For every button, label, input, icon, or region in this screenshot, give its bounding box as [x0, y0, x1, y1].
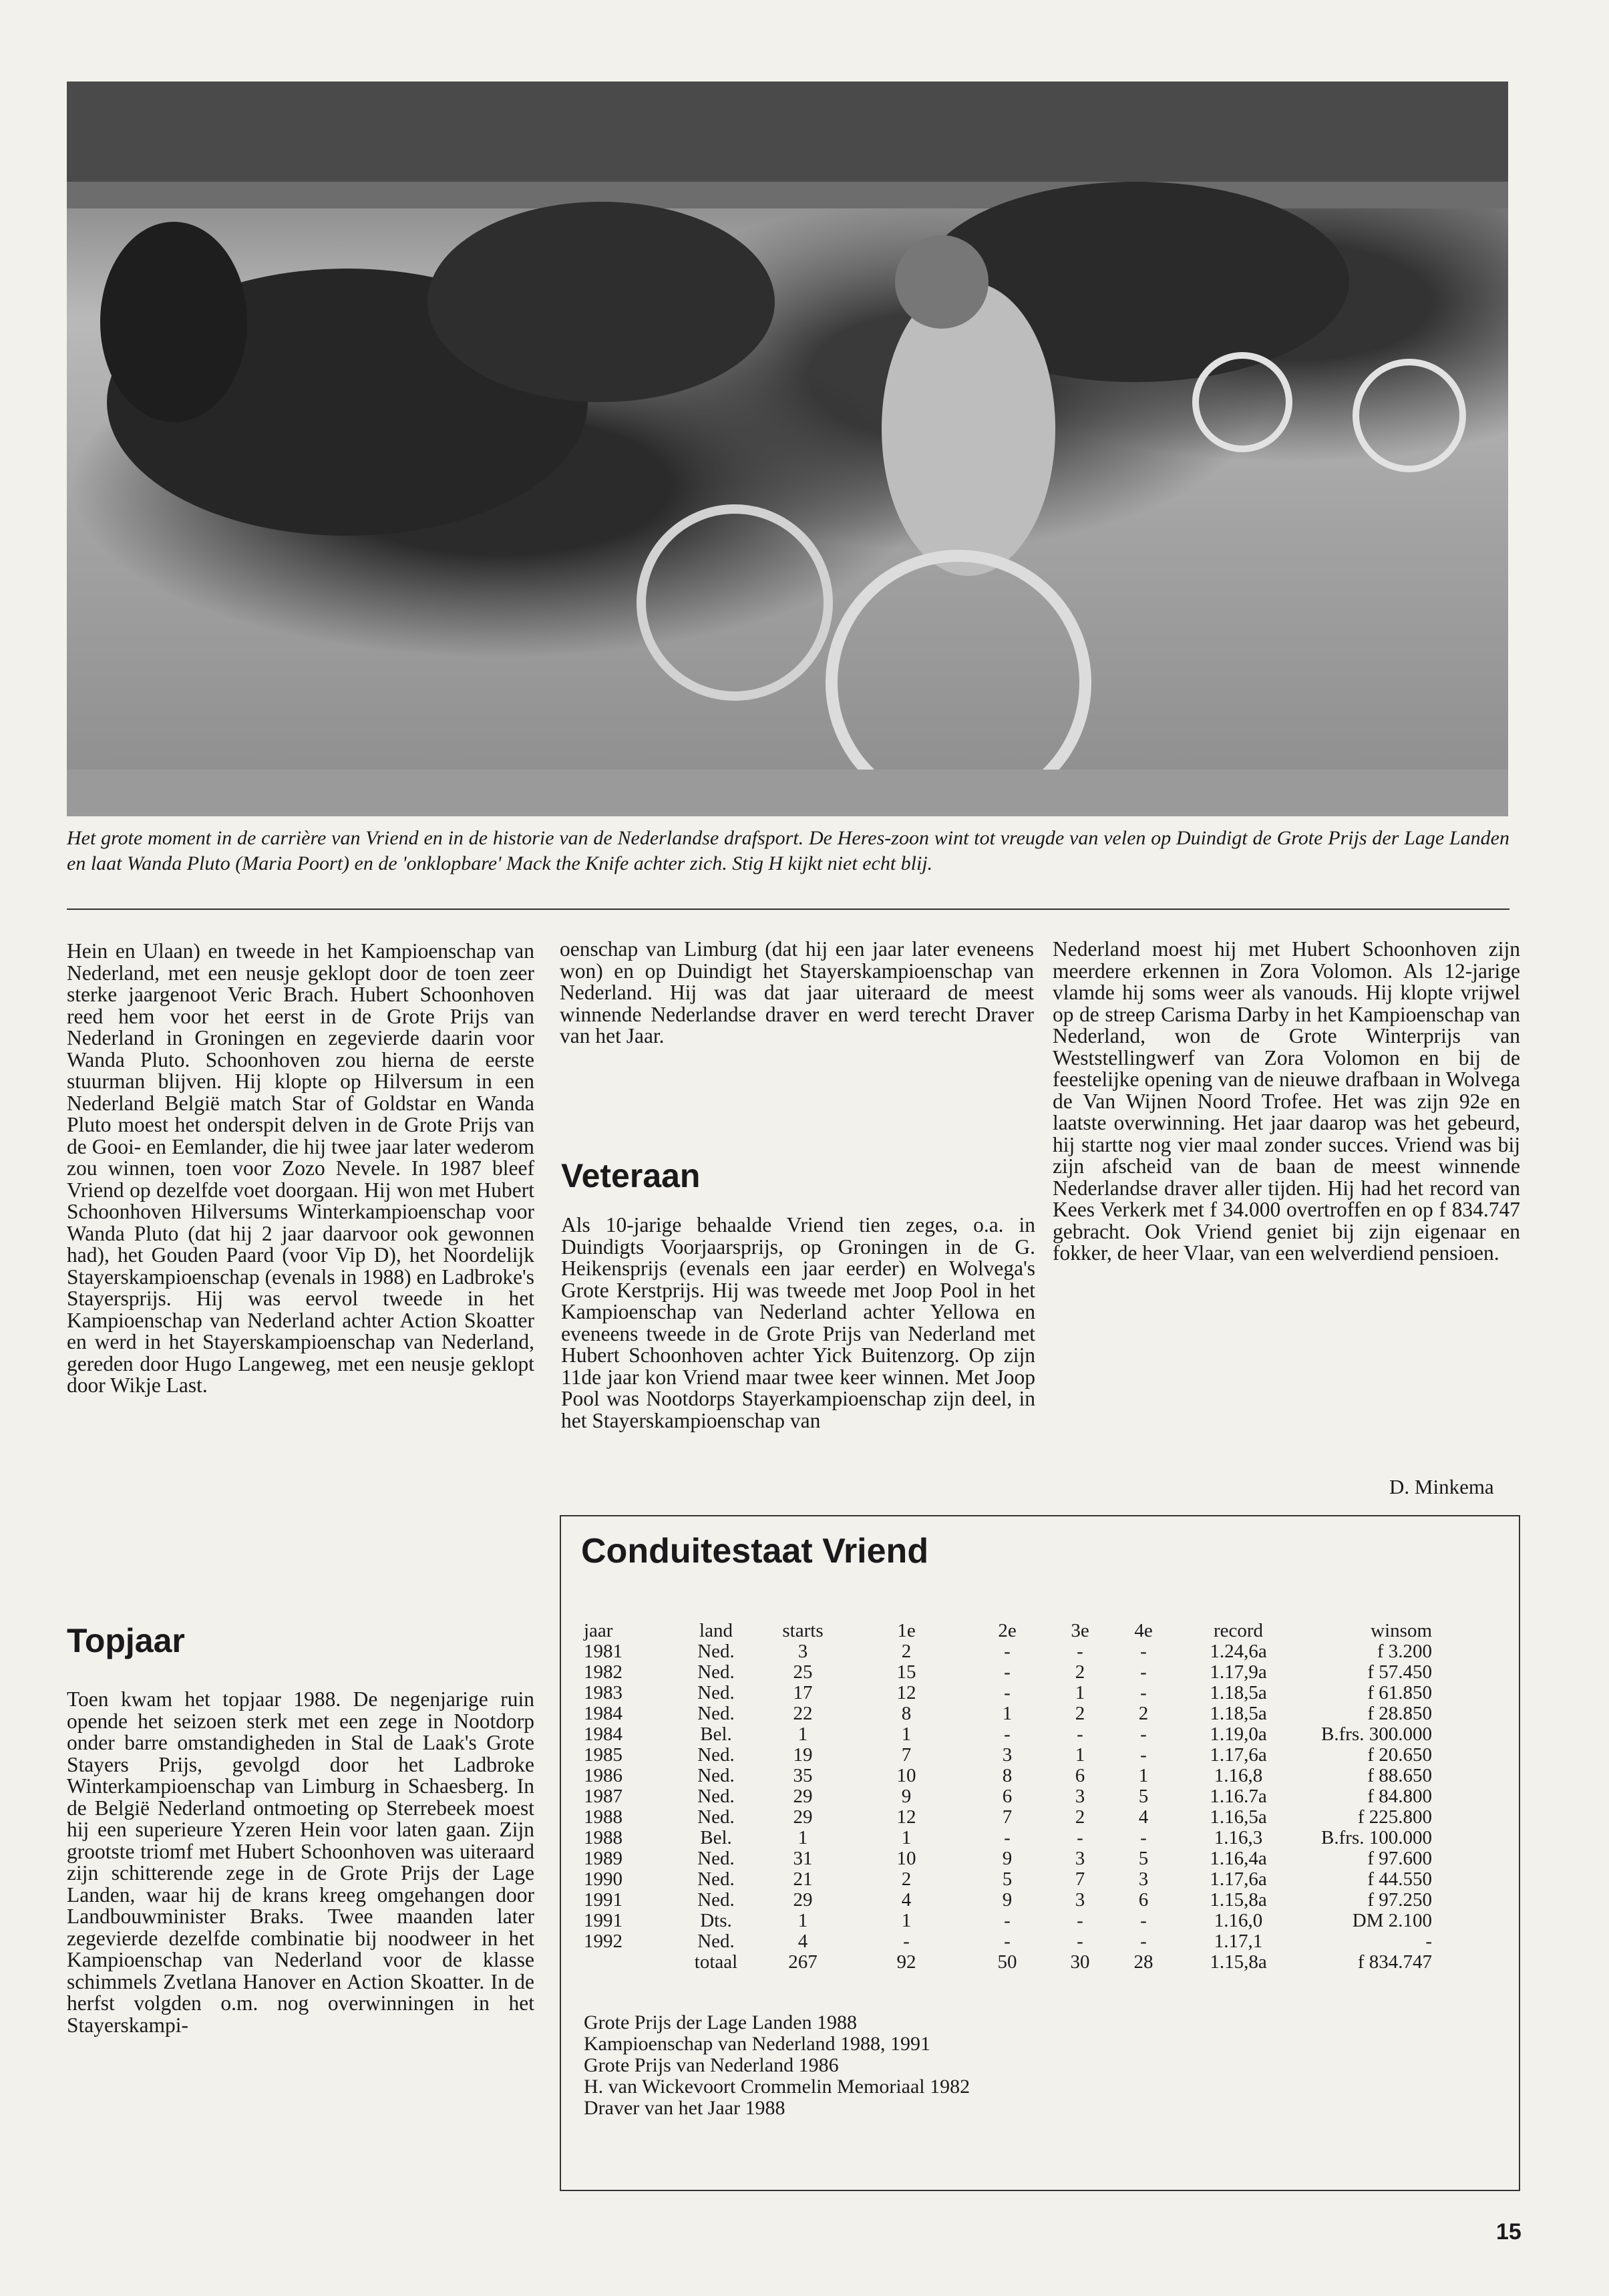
cell-4e: 5	[1138, 1786, 1149, 1807]
header-starts: starts	[782, 1620, 824, 1641]
cell-1e: 1	[901, 1827, 912, 1848]
cell-1e: 4	[901, 1889, 912, 1911]
cell-starts: 19	[793, 1744, 813, 1766]
honour-item: Grote Prijs van Nederland 1986	[584, 2054, 839, 2076]
cell-4e: 2	[1138, 1703, 1149, 1724]
table-row	[584, 1911, 1432, 1931]
cell-winsom: f 84.800	[1367, 1786, 1432, 1807]
cell-land: Ned.	[697, 1744, 735, 1766]
race-photo	[67, 81, 1508, 816]
cell-1e: 12	[896, 1806, 916, 1828]
cell-winsom: f 57.450	[1367, 1661, 1432, 1683]
cell-jaar: 1984	[584, 1724, 622, 1745]
cell-2e: 7	[1002, 1806, 1013, 1828]
cell-1e: 8	[901, 1703, 912, 1724]
cell-4e: -	[1140, 1931, 1147, 1952]
cell-winsom: f 97.600	[1367, 1848, 1432, 1869]
header-1e: 1e	[897, 1620, 916, 1641]
cell-starts: 35	[793, 1765, 813, 1786]
cell-starts: 29	[793, 1786, 813, 1807]
cell-1e: 1	[901, 1910, 912, 1931]
table-row	[584, 1766, 1432, 1786]
cell-3e: 1	[1075, 1682, 1085, 1703]
cell-jaar: 1983	[584, 1682, 622, 1703]
cell-starts: 22	[793, 1703, 813, 1724]
cell-jaar: 1981	[584, 1641, 622, 1662]
cell-2e: 3	[1002, 1744, 1013, 1766]
cell-4e: -	[1140, 1744, 1147, 1766]
cell-3e: -	[1077, 1724, 1083, 1745]
cell-1e: 1	[901, 1724, 912, 1745]
cell-2e: -	[1004, 1641, 1011, 1662]
cell-starts: 29	[793, 1806, 813, 1828]
header-record: record	[1213, 1620, 1264, 1641]
cell-4e: 28	[1133, 1951, 1153, 1973]
cell-record: 1.17,6a	[1210, 1868, 1267, 1890]
conduitestaat-box	[560, 1515, 1520, 2191]
table-row	[584, 1807, 1432, 1828]
honour-item: Kampioenschap van Nederland 1988, 1991	[584, 2033, 931, 2055]
cell-record: 1.15,8a	[1210, 1889, 1267, 1911]
cell-jaar	[584, 1952, 676, 1973]
column-3-text: Nederland moest hij met Hubert Schoonhoven zijn meerdere erkennen in Zora Volomon. Als 12-jarige vlamde hij soms weer als vanouds. Hij klopte vrijwel op de streep Carisma Darby in het Kampioenschap van Nederland, won de Grote Winterprijs van Weststellingwerf van Zora Volomon en bij de feestelijke opening van de nieuwe drafbaan in Wolvega de Van Wijnen Noord Trofee. Het was zijn 92e en laatste overwinning. Het jaar daarop was het gebeurd, hij startte nog vier maal zonder succes. Vriend was bij zijn afscheid van de baan de meest winnende Nederlandse draver aller tijden. Hij had het record van Kees Verkerk met f 34.000 overtroffen en op f 834.747 gebracht. Ook Vriend geniet bij zijn eigenaar en fokker, de heer Vlaar, van een welverdiend pensioen.	[1053, 937, 1520, 1265]
honour-item: H. van Wickevoort Crommelin Memoriaal 1982	[584, 2076, 970, 2098]
cell-winsom: f 88.650	[1367, 1765, 1432, 1786]
cell-4e: 4	[1138, 1806, 1149, 1828]
column-1-intro: Hein en Ulaan) en tweede in het Kampioenschap van Nederland, met een neusje geklopt door de toen zeer sterke jaargenoot Veric Brach. Hubert Schoonhoven reed hem voor het eerst in de Grote Prijs van Nederland in Groningen en zegevierde daarin voor Wanda Pluto. Schoonhoven zou hierna de eerste stuurman blijven. Hij klopte op Hilversum in een Nederland België match Star of Goldstar en Wanda Pluto moest het onderspit delven in de Grote Prijs van de Gooi- en Eemlander, die hij twee jaar later wederom zou winnen, toen voor Zozo Nevele. In 1987 bleef Vriend op dezelfde voet doorgaan. Hij won met Hubert Schoonhoven Hilversums Winterkampioenschap voor Wanda Pluto (dat hij 2 jaar daarvoor ook gewonnen had), het Gouden Paard (voor Vip D), het Noordelijk Stayerskampioenschap (evenals in 1988) en Ladbroke's Stayersprijs. Hij was eervol tweede in het Kampioenschap van Nederland achter Action Skoatter en werd in het Stayerskampioenschap van Nederland, gereden door Hugo Langeweg, met een neusje geklopt door Wikje Last.	[67, 939, 534, 1397]
cell-land: Bel.	[700, 1827, 732, 1848]
column-2-intro: oenschap van Limburg (dat hij een jaar later eveneens won) en op Duindigt het Stayerskampioenschap van Nederland. Hij was dat jaar uiteraard de meest winnende Nederlandse draver en werd terecht Draver van het Jaar.	[560, 937, 1034, 1047]
cell-jaar: 1984	[584, 1703, 622, 1724]
table-row	[584, 1786, 1432, 1807]
cell-1e: 10	[896, 1765, 916, 1786]
veteraan-text: Als 10-jarige behaalde Vriend tien zeges, o.a. in Duindigts Voorjaarsprijs, op Groningen in de G. Heikensprijs (evenals een jaar eerder) en Wolvega's Grote Kerstprijs. Hij was tweede met Joop Pool in het Kampioenschap van Nederland achter Yellowa en eveneens tweede in de Grote Prijs van Nederland met Hubert Schoonhoven achter Yick Buitenzorg. Op zijn 11de jaar kon Vriend maar twee keer winnen. Met Joop Pool was Nootdorps Stayerkampioenschap zijn deel, in het Stayerskampioenschap van	[561, 1213, 1035, 1432]
table-title: Conduitestaat Vriend	[581, 1532, 929, 1571]
cell-2e: -	[1004, 1661, 1011, 1683]
table-header-row	[584, 1621, 1432, 1641]
table-row	[584, 1641, 1432, 1662]
cell-2e: 8	[1002, 1765, 1013, 1786]
cell-land: Ned.	[697, 1765, 735, 1786]
cell-4e: -	[1140, 1910, 1147, 1931]
author-signature: D. Minkema	[1389, 1475, 1494, 1498]
table-row	[584, 1848, 1432, 1869]
honours-list	[584, 2012, 970, 2119]
cell-jaar: 1991	[584, 1889, 622, 1911]
cell-jaar: 1992	[584, 1931, 622, 1952]
cell-land: Dts.	[700, 1910, 732, 1931]
header-2e: 2e	[998, 1620, 1017, 1641]
cell-land: Ned.	[697, 1682, 735, 1703]
cell-winsom: f 61.850	[1367, 1682, 1432, 1703]
cell-4e: -	[1140, 1641, 1147, 1662]
cell-land: Ned.	[697, 1641, 735, 1662]
cell-winsom: f 28.850	[1367, 1703, 1432, 1724]
cell-winsom: f 834.747	[1357, 1951, 1432, 1973]
cell-starts: 3	[797, 1641, 808, 1662]
cell-starts: 1	[797, 1827, 808, 1848]
cell-1e: -	[903, 1931, 910, 1952]
table-row	[584, 1703, 1432, 1724]
cell-record: 1.18,5a	[1210, 1703, 1267, 1724]
cell-land: Bel.	[700, 1724, 732, 1745]
cell-record: 1.17,9a	[1210, 1661, 1267, 1683]
cell-2e: -	[1004, 1827, 1011, 1848]
cell-starts: 1	[797, 1910, 808, 1931]
honour-item: Grote Prijs der Lage Landen 1988	[584, 2011, 858, 2033]
table-row	[584, 1890, 1432, 1911]
cell-jaar: 1987	[584, 1786, 622, 1807]
table-row	[584, 1952, 1432, 1973]
cell-record: 1.16,0	[1214, 1910, 1263, 1931]
cell-winsom: B.frs. 100.000	[1321, 1827, 1432, 1848]
cell-3e: -	[1077, 1827, 1083, 1848]
cell-jaar: 1990	[584, 1868, 622, 1890]
cell-2e: 9	[1002, 1889, 1013, 1911]
cell-jaar: 1985	[584, 1744, 622, 1766]
cell-3e: -	[1077, 1910, 1083, 1931]
cell-starts: 25	[793, 1661, 813, 1683]
cell-2e: 1	[1002, 1703, 1013, 1724]
cell-starts: 1	[797, 1724, 808, 1745]
cell-1e: 10	[896, 1848, 916, 1869]
cell-land: Ned.	[697, 1848, 735, 1869]
cell-winsom: -	[1425, 1931, 1432, 1952]
cell-3e: -	[1077, 1641, 1083, 1662]
cell-1e: 2	[901, 1868, 912, 1890]
header-3e: 3e	[1071, 1620, 1089, 1641]
cell-3e: 3	[1075, 1848, 1085, 1869]
cell-land: Ned.	[697, 1868, 735, 1890]
cell-1e: 15	[896, 1661, 916, 1683]
cell-starts: 4	[797, 1931, 808, 1952]
header-winsom: winsom	[1371, 1620, 1432, 1641]
cell-record: 1.15,8a	[1210, 1951, 1267, 1973]
cell-starts: 21	[793, 1868, 813, 1890]
cell-4e: -	[1140, 1661, 1147, 1683]
cell-4e: -	[1140, 1724, 1147, 1745]
cell-3e: 2	[1075, 1661, 1085, 1683]
cell-record: 1.19,0a	[1210, 1724, 1267, 1745]
cell-4e: 1	[1138, 1765, 1149, 1786]
cell-3e: 6	[1075, 1765, 1085, 1786]
honour-item: Draver van het Jaar 1988	[584, 2097, 785, 2119]
cell-2e: -	[1004, 1682, 1011, 1703]
cell-2e: 5	[1002, 1868, 1013, 1890]
cell-3e: -	[1077, 1931, 1083, 1952]
table-row	[584, 1683, 1432, 1703]
cell-4e: 5	[1138, 1848, 1149, 1869]
photo-caption: Het grote moment in de carrière van Vriend en in de historie van de Nederlandse drafsport. De Heres-zoon wint tot vreugde van velen op Duindigt de Grote Prijs der Lage Landen en laat Wanda Pluto (Maria Poort) en de 'onklopbare' Mack the Knife achter zich. Stig H kijkt niet echt blij.	[67, 827, 1509, 874]
header-land: land	[699, 1620, 733, 1641]
cell-record: 1.16,4a	[1210, 1848, 1267, 1869]
cell-winsom: f 44.550	[1367, 1868, 1432, 1890]
cell-land: Ned.	[697, 1889, 735, 1911]
cell-land: Ned.	[697, 1786, 735, 1807]
cell-record: 1.16,3	[1214, 1827, 1263, 1848]
cell-starts: 267	[788, 1951, 818, 1973]
cell-jaar: 1991	[584, 1910, 622, 1931]
cell-jaar: 1988	[584, 1827, 622, 1848]
cell-2e: -	[1004, 1931, 1011, 1952]
cell-land: totaal	[694, 1951, 738, 1973]
cell-record: 1.16,8	[1214, 1765, 1263, 1786]
cell-jaar: 1982	[584, 1661, 622, 1683]
cell-1e: 9	[901, 1786, 912, 1807]
table-row	[584, 1724, 1432, 1745]
table-row	[584, 1662, 1432, 1683]
conduitestaat-table	[584, 1621, 1432, 1973]
table-row	[584, 1869, 1432, 1890]
cell-2e: 9	[1002, 1848, 1013, 1869]
cell-winsom: DM 2.100	[1352, 1910, 1432, 1931]
header-4e: 4e	[1134, 1620, 1153, 1641]
cell-4e: -	[1140, 1827, 1147, 1848]
cell-2e: 6	[1002, 1786, 1013, 1807]
cell-3e: 3	[1075, 1889, 1085, 1911]
cell-starts: 29	[793, 1889, 813, 1911]
cell-starts: 17	[793, 1682, 813, 1703]
cell-1e: 12	[896, 1682, 916, 1703]
cell-starts: 31	[793, 1848, 813, 1869]
cell-land: Ned.	[697, 1806, 735, 1828]
cell-3e: 3	[1075, 1786, 1085, 1807]
table-row	[584, 1931, 1432, 1952]
cell-winsom: f 3.200	[1377, 1641, 1432, 1662]
harness-race-illustration	[67, 81, 1508, 816]
cell-record: 1.17,6a	[1210, 1744, 1267, 1766]
cell-3e: 1	[1075, 1744, 1085, 1766]
cell-4e: 6	[1138, 1889, 1149, 1911]
cell-2e: -	[1004, 1910, 1011, 1931]
table-body	[584, 1641, 1432, 1973]
cell-land: Ned.	[697, 1931, 735, 1952]
divider	[67, 909, 1509, 910]
cell-3e: 2	[1075, 1703, 1085, 1724]
cell-winsom: f 20.650	[1367, 1744, 1432, 1766]
table-row	[584, 1828, 1432, 1848]
cell-jaar: 1988	[584, 1806, 622, 1828]
cell-4e: 3	[1138, 1868, 1149, 1890]
cell-jaar: 1986	[584, 1765, 622, 1786]
table-row	[584, 1745, 1432, 1766]
cell-2e: 50	[997, 1951, 1017, 1973]
cell-record: 1.24,6a	[1210, 1641, 1267, 1662]
cell-1e: 92	[896, 1951, 916, 1973]
page-number: 15	[1496, 2219, 1522, 2245]
topjaar-text: Toen kwam het topjaar 1988. De negenjarige ruin opende het seizoen sterk met een zege in Nootdorp onder barre omstandigheden in Stal de Laak's Grote Stayers Prijs, gevolgd door het Ladbroke Winterkampioenschap van Limburg in Schaesberg. In de België Nederland ontmoeting op Sterrebeek moest hij een superieure Yzeren Hein voor laten gaan. Zijn grootste triomf met Hubert Schoonhoven was uiteraard zijn schitterende zege in de Grote Prijs der Lage Landen, waar hij de krans kreeg omgehangen door Landbouwminister Braks. Twee maanden later zegevierde dezelfde combinatie bij noodweer in het Kampioenschap van Nederland voor de klasse schimmels Zvetlana Hanover en Action Skoatter. In de herfst volgden o.m. nog overwinningen in het Stayerskampi-	[67, 1687, 534, 2037]
cell-record: 1.18,5a	[1210, 1682, 1267, 1703]
cell-jaar: 1989	[584, 1848, 622, 1869]
cell-4e: -	[1140, 1682, 1147, 1703]
cell-record: 1.17,1	[1214, 1931, 1263, 1952]
cell-1e: 7	[901, 1744, 912, 1766]
cell-winsom: f 225.800	[1357, 1806, 1432, 1828]
cell-3e: 7	[1075, 1868, 1085, 1890]
cell-3e: 2	[1075, 1806, 1085, 1828]
cell-record: 1.16.7a	[1210, 1786, 1267, 1807]
cell-winsom: B.frs. 300.000	[1321, 1724, 1432, 1745]
cell-winsom: f 97.250	[1367, 1889, 1432, 1911]
cell-2e: -	[1004, 1724, 1011, 1745]
heading-topjaar: Topjaar	[67, 1622, 185, 1659]
cell-land: Ned.	[697, 1661, 735, 1683]
cell-3e: 30	[1070, 1951, 1090, 1973]
cell-1e: 2	[901, 1641, 912, 1662]
cell-record: 1.16,5a	[1210, 1806, 1267, 1828]
cell-land: Ned.	[697, 1703, 735, 1724]
header-jaar: jaar	[584, 1620, 613, 1641]
heading-veteraan: Veteraan	[561, 1157, 701, 1194]
